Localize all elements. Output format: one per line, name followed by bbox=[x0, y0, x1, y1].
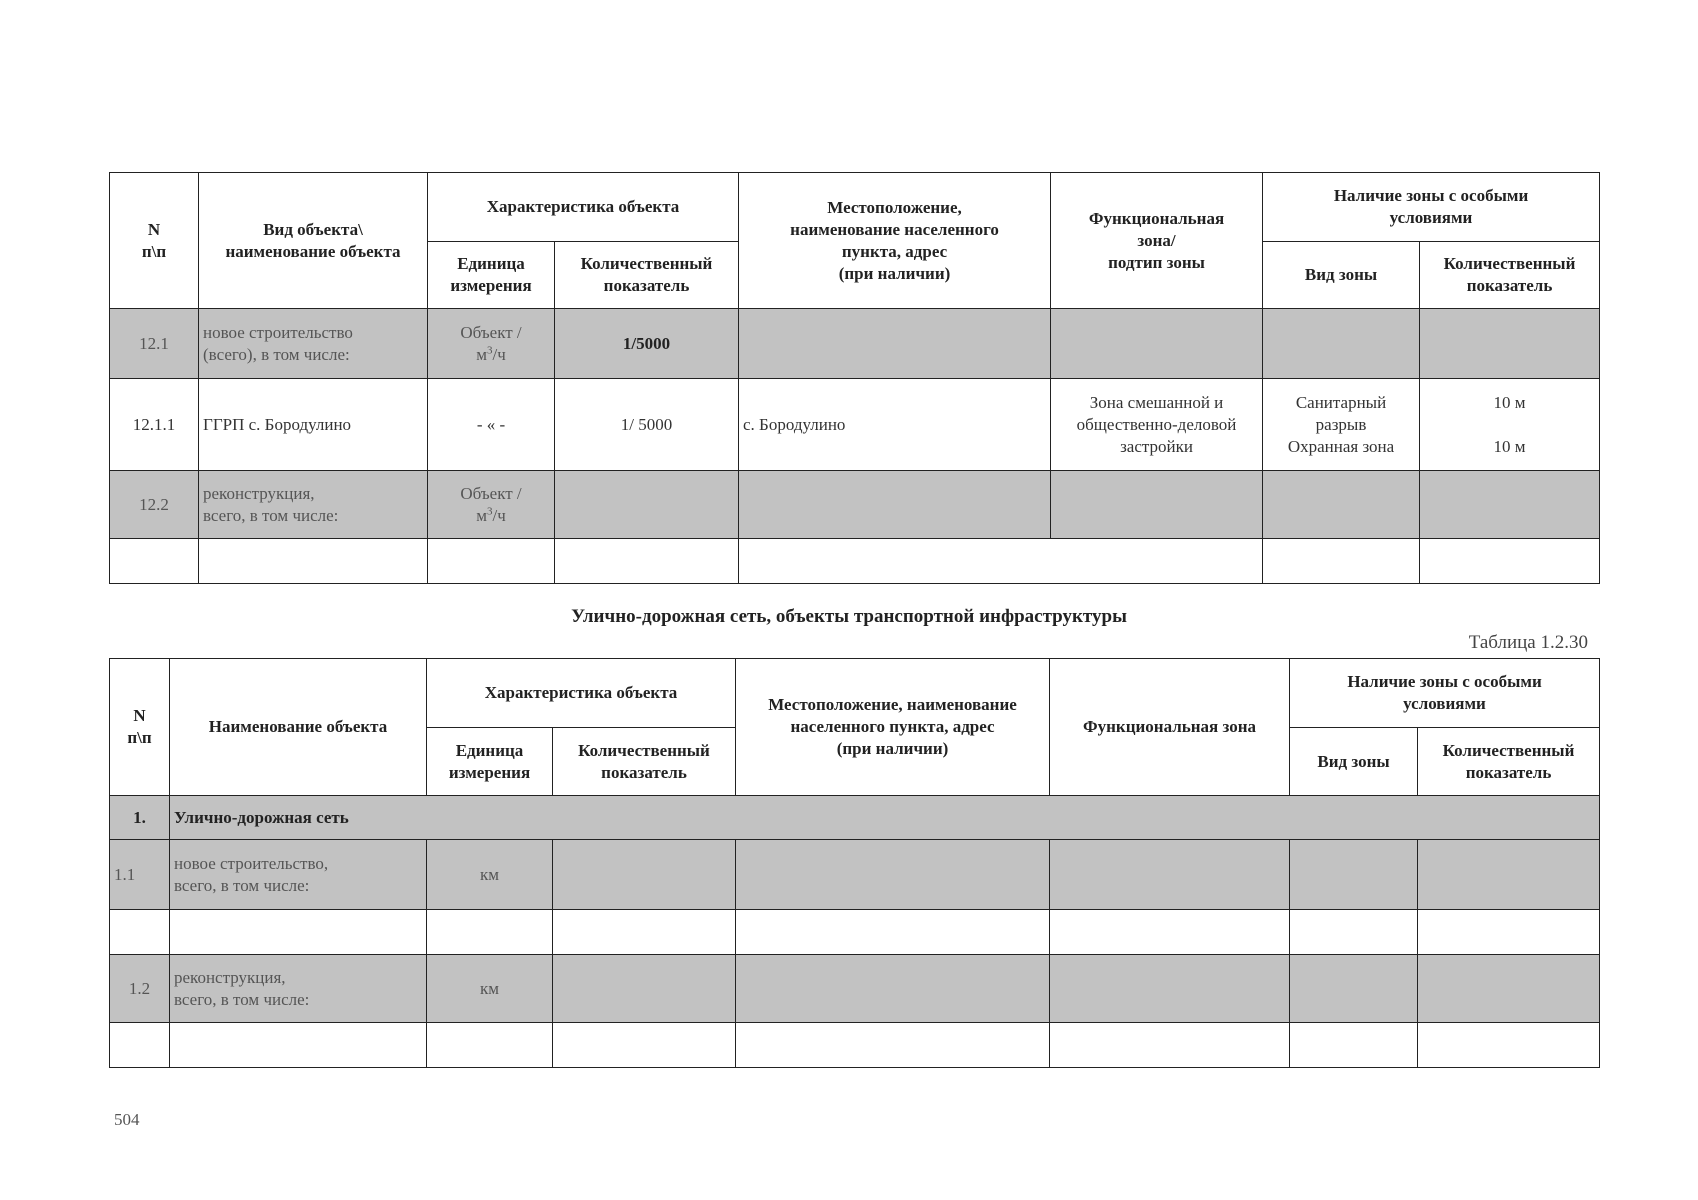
page-number: 504 bbox=[114, 1110, 140, 1129]
table-row bbox=[110, 840, 1600, 910]
header-object-type: Вид объекта\ наименование объекта bbox=[199, 173, 428, 309]
header-characteristics: Характеристика объекта bbox=[428, 173, 739, 242]
cell-num: 12.2 bbox=[110, 471, 199, 539]
cell-unit: км bbox=[427, 955, 553, 1023]
table-row bbox=[110, 1023, 1600, 1068]
cell-unit: Объект / $м^3/ч$ bbox=[428, 471, 555, 539]
gas-objects-table bbox=[109, 172, 1600, 584]
header-zone-quantity: Количественный показатель bbox=[1420, 242, 1600, 309]
cell-name: новое строительство, всего, в том числе: bbox=[170, 840, 427, 910]
cell-location bbox=[739, 309, 1051, 379]
header-functional-zone: Функциональная зона bbox=[1050, 659, 1290, 796]
cell-zone-quantity bbox=[1420, 471, 1600, 539]
header-location: Местоположение, наименование населенного пункта, адрес (при наличии) bbox=[739, 173, 1051, 309]
cell-quantity: 1/5000 bbox=[555, 309, 739, 379]
cell-name: ГГРП с. Бородулино bbox=[199, 379, 428, 471]
cell-num: 1.1 bbox=[110, 840, 170, 910]
cell-zone-quantity: 10 м 10 м bbox=[1420, 379, 1600, 471]
header-location: Местоположение, наименование населенного пункта, адрес (при наличии) bbox=[736, 659, 1050, 796]
cell-zone-type bbox=[1263, 309, 1420, 379]
section-row bbox=[110, 796, 1600, 840]
road-network-table bbox=[109, 658, 1600, 1068]
cell-functional-zone bbox=[1051, 471, 1263, 539]
header-functional-zone: Функциональная зона/ подтип зоны bbox=[1051, 173, 1263, 309]
cell-functional-zone bbox=[1051, 309, 1263, 379]
header-zone-quantity: Количественный показатель bbox=[1418, 728, 1600, 796]
header-object-name: Наименование объекта bbox=[170, 659, 427, 796]
table-row bbox=[110, 910, 1600, 955]
cell-quantity bbox=[555, 471, 739, 539]
cell-name: реконструкция, всего, в том числе: bbox=[170, 955, 427, 1023]
header-characteristics: Характеристика объекта bbox=[427, 659, 736, 728]
cell-zone-type bbox=[1263, 471, 1420, 539]
table-row bbox=[110, 309, 1600, 379]
table-row bbox=[110, 471, 1600, 539]
cell-zone-quantity bbox=[1420, 309, 1600, 379]
cell-unit: Объект / $м^3/ч$ bbox=[428, 309, 555, 379]
cell-num: 12.1 bbox=[110, 309, 199, 379]
header-special-zones: Наличие зоны с особыми условиями bbox=[1263, 173, 1600, 242]
cell-name: реконструкция, всего, в том числе: bbox=[199, 471, 428, 539]
section-name: Улично-дорожная сеть bbox=[170, 796, 1600, 840]
header-quantity: Количественный показатель bbox=[553, 728, 736, 796]
cell-num: 1.2 bbox=[110, 955, 170, 1023]
table-row bbox=[110, 379, 1600, 471]
header-zone-type: Вид зоны bbox=[1290, 728, 1418, 796]
header-unit: Единица измерения bbox=[428, 242, 555, 309]
cell-zone-type: Санитарный разрыв Охранная зона bbox=[1263, 379, 1420, 471]
cell-num: 1. bbox=[110, 796, 170, 840]
table-number: Таблица 1.2.30 bbox=[1468, 632, 1588, 653]
header-num: N п\п bbox=[110, 173, 199, 309]
table-row bbox=[110, 539, 1600, 584]
cell-functional-zone: Зона смешанной и общественно-деловой застройки bbox=[1051, 379, 1263, 471]
cell-location bbox=[739, 471, 1051, 539]
header-zone-type: Вид зоны bbox=[1263, 242, 1420, 309]
section-title: Улично-дорожная сеть, объекты транспортной инфраструктуры bbox=[571, 606, 1127, 627]
header-special-zones: Наличие зоны с особыми условиями bbox=[1290, 659, 1600, 728]
header-num: N п\п bbox=[110, 659, 170, 796]
table-row bbox=[110, 955, 1600, 1023]
header-quantity: Количественный показатель bbox=[555, 242, 739, 309]
cell-unit: км bbox=[427, 840, 553, 910]
header-unit: Единица измерения bbox=[427, 728, 553, 796]
cell-quantity: 1/ 5000 bbox=[555, 379, 739, 471]
cell-location: с. Бородулино bbox=[739, 379, 1051, 471]
cell-num: 12.1.1 bbox=[110, 379, 199, 471]
cell-unit: - « - bbox=[428, 379, 555, 471]
cell-name: новое строительство (всего), в том числе: bbox=[199, 309, 428, 379]
